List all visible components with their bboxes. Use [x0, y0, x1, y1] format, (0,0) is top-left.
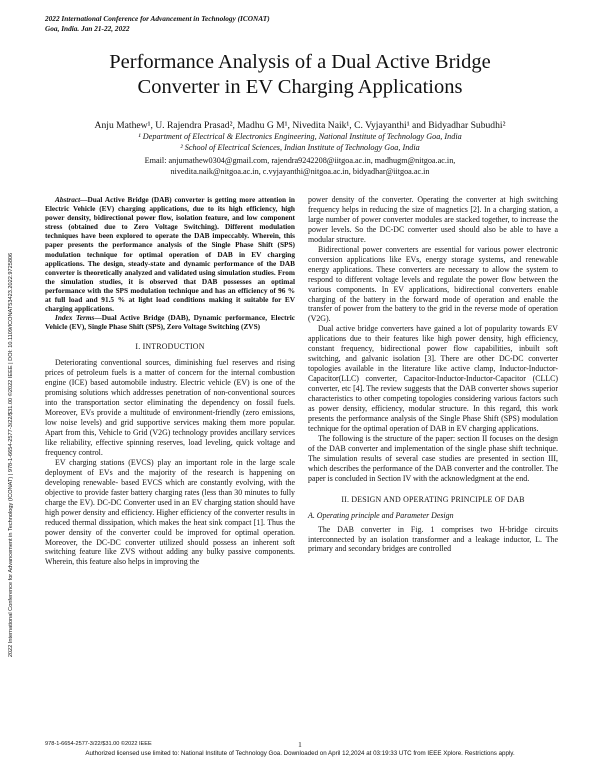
paper-title	[0, 50, 600, 100]
abstract-lead: Abstract	[55, 195, 81, 204]
index-terms-lead: Index Terms	[55, 313, 95, 323]
page-number: 1	[298, 740, 302, 749]
paragraph: power density of the converter. Operating the converter at high switching frequency helps in reducing the size of magnetics [2]. In a charging station, a large number of power converter modules are stacked together, to increase the power levels. So the DC-DC converter used should also be able to have a modular structure.	[308, 195, 558, 244]
paragraph: Bidirectional power converters are essential for various power electronic conversion applications like EVs, energy storage systems, and renewable energy applications. These converters are necessary to allow the system to respond to different voltage levels and regulate the power flow between the various components. In EV applications, bidirectional converters enable charging of the battery in the forward mode of operation and enable the transfer of power from the battery to the grid in the reverse mode of operation (V2G).	[308, 244, 558, 324]
index-terms-text: —Dual Active Bridge (DAB), Dynamic performance, Electric Vehicle (EV), Single Phase Shift (SPS), Zero Voltage Switching (ZVS)	[45, 313, 295, 332]
paragraph: The DAB converter in Fig. 1 comprises two H-bridge circuits interconnected by an isolation transformer and a leakage inductor, L. The primary and secondary bridges are controlled	[308, 524, 558, 554]
doi-sidebar-text: 2022 International Conference for Advancement in Technology (ICONAT) | 978-1-6654-2577-3/22/$31.00 ©2022 IEEE | DOI: 10.1109/ICONAT53423.2022.9725806	[8, 252, 14, 658]
conference-header	[45, 14, 270, 33]
paragraph: EV charging stations (EVCS) play an important role in the large scale deployment of EVs and the majority of the research is happening on developing renewable- based EVCS which are constantly evolving, with the objective to provide faster battery charging rates (less than 30 minutes to fully charge the EV). DC-DC Converter used in an EV charging station should have high power density and efficiency. Higher efficiency of the converter results in reduced thermal dissipation, which makes the heat sink compact [1]. Thus the power density of the converter could be improved for optimal operation. Moreover, the DC-DC converter utilized should possess an inherent soft switching feature like ZVS without adding any bulky passive components. Wherein, this feature also helps in improving the	[45, 457, 295, 567]
license-notice: Authorized licensed use limited to: National Institute of Technology Goa. Downloaded on April 12,2024 at 03:19:33 UTC from IEEE Xplore. Restrictions apply.	[85, 750, 515, 757]
subsection-heading: A. Operating principle and Parameter Design	[308, 510, 454, 520]
title-line-2: Converter in EV Charging Applications	[137, 76, 463, 98]
title-line-1: Performance Analysis of a Dual Active Bridge	[109, 51, 491, 73]
abstract	[45, 195, 295, 313]
right-column	[308, 195, 558, 554]
conference-location: Goa, India. Jan 21-22, 2022	[45, 23, 130, 33]
section-heading-introduction: I. INTRODUCTION	[135, 342, 205, 352]
paragraph: Deteriorating conventional sources, diminishing fuel reserves and rising prices of petroleum fuels is a matter of concern for the internal combustion engine (ICE) based automobile industry. Electric vehicle (EV) is one of the promising solutions which addresses penetration of non-conventional sources into the transportation sector eliminating the dependency on fossil fuels. Moreover, EVs provide a multitude of environment-friendly (zero emissions, low noise levels) and grid supportive services making them more popular. Apart from this, Vehicle to Grid (V2G) technology provides ancillary services like reliability, effective spinning reserves, load leveling, quick voltage and frequency control.	[45, 358, 295, 457]
copyright-footer: 978-1-6654-2577-3/22/$31.00 ©2022 IEEE	[45, 741, 152, 747]
abstract-text: —Dual Active Bridge (DAB) converter is getting more attention in Electric Vehicle (EV) charging applications, due to its high efficiency, high power density, bidirectional power flow, isolation feature, and low component stress (obtained due to Zero Voltage Switching). Different modulation techniques have been explored to operate the DAB impeccably. Wherein, this paper presents the performance analysis of the Single Phase Shift (SPS) modulation technique for optimal operation of DAB in EV charging applications. The design, steady-state and dynamic performance of the DAB converter is theoretically analyzed and validated using simulation studies. From the simulation studies, it is observed that DAB possesses an optimal performance with the SPS modulation technique and has an efficiency of 96 % at full load and 91.5 % at light load conditions making it suitable for EV charging applications.	[45, 195, 295, 314]
section-heading-design: II. DESIGN AND OPERATING PRINCIPLE OF DAB	[341, 494, 525, 504]
doi-sidebar	[0, 190, 14, 720]
paragraph: The following is the structure of the paper: section II focuses on the design of the DAB converter and implementation of the single phase shift technique. The simulation results of several case studies are presented in section III, which describes the performance of the DAB converter and the controller. The paper is concluded in Section IV with the acknowledgment at the end.	[308, 433, 558, 483]
author-list: Anju Mathew¹, U. Rajendra Prasad², Madhu G M¹, Nivedita Naik¹, C. Vyjayanthi¹ and Bidyadhar Subudhi²	[94, 120, 506, 131]
email-line-2: nivedita.naik@nitgoa.ac.in, c.vyjayanthi@nitgoa.ac.in, bidyadhar@iitgoa.ac.in	[170, 167, 430, 176]
conference-name: 2022 International Conference for Advancement in Technology (ICONAT)	[45, 14, 270, 23]
paragraph: Dual active bridge converters have gained a lot of popularity towards EV applications due to their features like high power density, high efficiency, constant frequency, bidirectional power flow capabilities, inbuilt soft switching, and galvanic isolation [3]. There are other DC-DC converter topologies available in the literature like active clamp, Inductor-Inductor-Capacitor(LLC) converter, Capacitor-Inductor-Inductor-Capacitor (CLLC) converter, etc [4]. The review suggests that the DAB converter shows superior characteristics to other competing topologies considering various factors such as power density, efficiency, modular structure. In this regard, this work presents the performance analysis of the Single Phase Shift (SPS) modulation technique for the optimal operation of DAB in EV charging applications.	[308, 324, 558, 433]
affiliation-1: ¹ Department of Electrical & Electronics Engineering, National Institute of Technology Goa, India	[138, 132, 462, 141]
email-line-1: Email: anjumathew0304@gmail.com, rajendra9242208@iitgoa.ac.in, madhugm@nitgoa.ac.in,	[144, 156, 456, 165]
left-column	[45, 195, 295, 567]
index-terms	[45, 313, 295, 331]
affiliation-2: ² School of Electrical Sciences, Indian Institute of Technology Goa, India	[180, 143, 420, 152]
